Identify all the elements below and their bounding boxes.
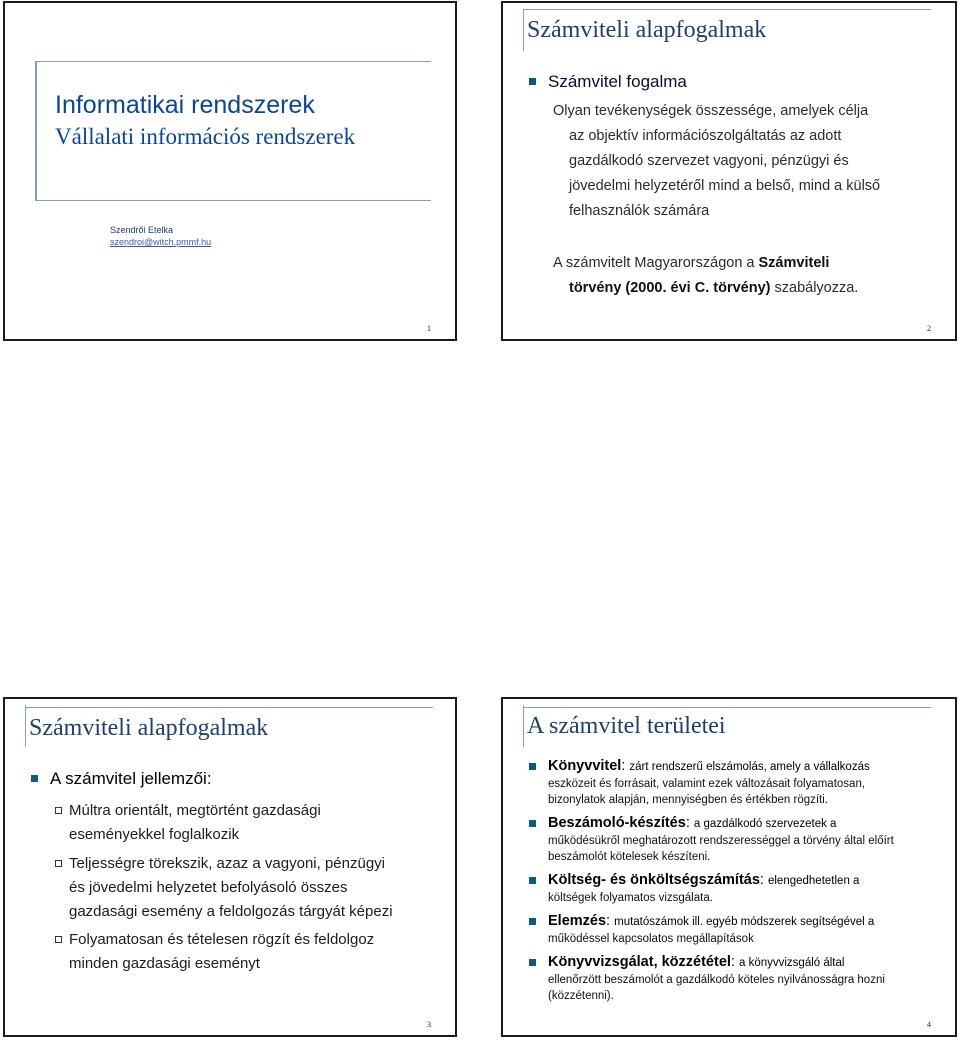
area-separator: : — [730, 954, 739, 970]
slide-3-title: Számviteli alapfogalmak — [29, 715, 269, 741]
sub-bullet-line: Folyamatosan és tételesen rögzít és feldolgoz — [69, 931, 375, 948]
law-text-post: szabályozza. — [770, 280, 859, 296]
area-separator: : — [685, 815, 694, 831]
slide-number: 2 — [927, 324, 931, 333]
title-bracket-left — [35, 61, 37, 201]
area-description: mutatószámok ill. egyéb módszerek segítségével a — [614, 916, 875, 928]
area-separator: : — [621, 758, 630, 774]
area-item — [529, 912, 949, 947]
area-description: a könyvvizsgáló által — [738, 957, 845, 969]
area-description-line: működésükről meghatározott rendszerességgel a törvény által előírt — [548, 835, 894, 847]
bullet-text: Számvitel fogalma — [548, 72, 687, 91]
square-bullet-icon — [529, 78, 536, 85]
area-separator: : — [759, 872, 768, 888]
area-description: zárt rendszerű elszámolás, amely a vállalkozás — [629, 761, 870, 773]
law-text-bold: Számviteli — [758, 255, 830, 271]
square-bullet-icon — [529, 763, 536, 770]
slide-2-title: Számviteli alapfogalmak — [527, 17, 767, 43]
author-name: Szendrői Etelka — [110, 225, 174, 235]
area-separator: : — [606, 913, 615, 929]
square-bullet-icon — [31, 775, 38, 782]
law-text-bold: törvény (2000. évi C. törvény) — [569, 280, 771, 296]
slide-number: 1 — [427, 324, 431, 333]
hollow-square-bullet-icon — [55, 936, 62, 943]
title-rule-horizontal — [25, 707, 433, 708]
slide-number: 4 — [927, 1020, 931, 1029]
sub-bullet-item — [55, 928, 374, 976]
area-description-line: beszámolót kötelesek készíteni. — [548, 851, 711, 863]
title-bracket-bottom — [35, 200, 431, 201]
title-bracket-top — [35, 61, 431, 62]
title-rule-vertical — [25, 705, 26, 747]
sub-bullet-line: gazdasági esemény a feldolgozás tárgyát képezi — [69, 903, 393, 920]
area-description: a gazdálkodó szervezetek a — [693, 818, 837, 830]
area-description-line: működéssel kapcsolatos megállapítások — [548, 933, 754, 945]
hollow-square-bullet-icon — [55, 860, 62, 867]
sub-bullet-line: Múltra orientált, megtörtént gazdasági — [69, 802, 321, 819]
area-description: elengedhetetlen a — [767, 875, 860, 887]
slide-1-title: Informatikai rendszerek — [55, 91, 315, 119]
square-bullet-icon — [529, 820, 536, 827]
area-item — [529, 814, 949, 865]
area-term: Könyvvizsgálat, közzététel — [548, 954, 731, 970]
definition-line: jövedelmi helyzetéről mind a belső, mind a külső — [569, 178, 881, 194]
area-description-line: eszközeit és forrásait, valamint ezek változásait folyamatosan, — [548, 778, 866, 790]
definition-line: felhasználók számára — [569, 203, 710, 219]
slide-number: 3 — [427, 1020, 431, 1029]
area-item — [529, 871, 949, 906]
area-description-line: (közzétenni). — [548, 990, 614, 1002]
slide-3 — [3, 697, 457, 1037]
sub-bullet-line: eseményekkel foglalkozik — [69, 826, 240, 843]
sub-bullet-line: minden gazdasági eseményt — [69, 955, 260, 972]
area-item — [529, 757, 949, 808]
square-bullet-icon — [529, 877, 536, 884]
definition-line: Olyan tevékenységek összessége, amelyek célja — [553, 103, 869, 119]
sub-bullet-item — [55, 852, 393, 924]
area-term: Elemzés — [548, 913, 607, 929]
bullet-text: A számvitel jellemzői: — [50, 769, 212, 788]
definition-line: az objektív információszolgáltatás az adott — [569, 128, 842, 144]
author-email-link[interactable]: szendroi@witch.pmmf.hu — [110, 237, 212, 247]
square-bullet-icon — [529, 918, 536, 925]
area-description-line: ellenőrzött beszámolót a gazdálkodó köteles nyilvánosságra hozni — [548, 974, 885, 986]
law-text-pre: A számvitelt Magyarországon a — [553, 255, 759, 271]
area-description-line: bizonylatok alapján, mennyiségben és értékben rögzíti. — [548, 794, 829, 806]
slide-2 — [501, 1, 957, 341]
slide-4-title: A számvitel területei — [527, 713, 726, 739]
area-term: Beszámoló-készítés — [548, 815, 686, 831]
title-rule-horizontal — [523, 9, 931, 10]
area-item — [529, 953, 949, 1004]
title-rule-vertical — [523, 705, 524, 747]
area-description-line: költségek folyamatos vizsgálata. — [548, 892, 713, 904]
slide-1 — [3, 1, 457, 341]
sub-bullet-line: és jövedelmi helyzetet befolyásoló összes — [69, 879, 348, 896]
area-term: Költség- és önköltségszámítás — [548, 872, 760, 888]
area-term: Könyvvitel — [548, 758, 622, 774]
definition-line: gazdálkodó szervezet vagyoni, pénzügyi és — [569, 153, 849, 169]
slide-4 — [501, 697, 957, 1037]
law-text — [553, 251, 858, 301]
sub-bullet-line: Teljességre törekszik, azaz a vagyoni, pénzügyi — [69, 855, 385, 872]
area-list — [529, 757, 949, 1010]
definition-text — [553, 99, 943, 224]
square-bullet-icon — [529, 959, 536, 966]
title-rule-vertical — [523, 9, 524, 51]
hollow-square-bullet-icon — [55, 807, 62, 814]
title-rule-horizontal — [523, 707, 931, 708]
sub-bullet-item — [55, 799, 321, 847]
slide-1-subtitle: Vállalati információs rendszerek — [55, 124, 356, 149]
